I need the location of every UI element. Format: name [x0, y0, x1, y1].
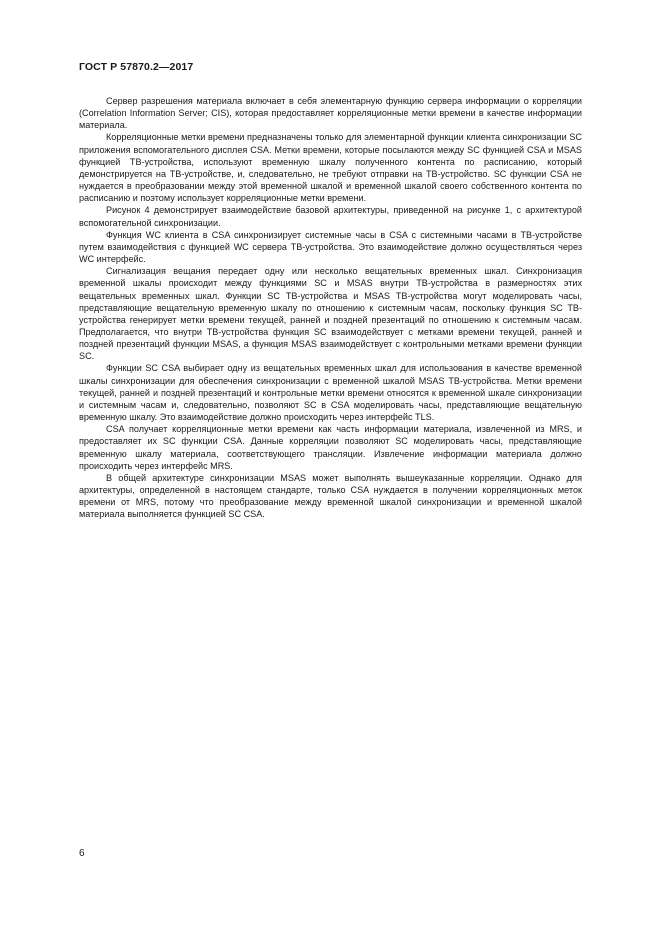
paragraph: Функции SC CSA выбирает одну из вещательных временных шкал для использования в качестве временной шкалы синхронизации для обеспечения синхронизации с временной шкалой MSAS ТВ-устройства. Метки времени текущей, ранней и поздней презентаций и контрольные метки времени относятся к временной шкале синхронизации и системным часам и, следовательно, позволяют SC в CSA моделировать часы, представляющие вещательную временную шкалу. Это взаимодействие должно происходить через интерфейс TLS. [79, 363, 582, 423]
paragraph: Функция WC клиента в CSA синхронизирует системные часы в CSA с системными часами в ТВ-устройстве путем взаимодействия с функцией WC сервера ТВ-устройства. Это взаимодействие должно осуществляться через WC интерфейс. [79, 229, 582, 265]
paragraph: В общей архитектуре синхронизации MSAS может выполнять вышеуказанные корреляции. Однако для архитектуры, определенной в настоящем стандарте, только CSA нуждается в получении корреляционных меток времени от MRS, потому что преобразование между временной шкалой синхронизации и временной шкалой материала выполняется функцией SC CSA. [79, 472, 582, 520]
standard-header: ГОСТ Р 57870.2—2017 [79, 61, 194, 73]
paragraph: CSA получает корреляционные метки времени как часть информации материала, извлеченной из MRS, и предоставляет их SC функции CSA. Данные корреляции позволяют SC моделировать часы, представляющие временную шкалу материала, соответствующего трансляции. Извлечение информации материала должно происходить через интерфейс MRS. [79, 424, 582, 471]
page-number: 6 [79, 848, 85, 859]
document-body [79, 95, 582, 520]
paragraph: Рисунок 4 демонстрирует взаимодействие базовой архитектуры, приведенной на рисунке 1, с архитектурой вспомогательной синхронизации. [79, 205, 582, 228]
paragraph: Корреляционные метки времени предназначены только для элементарной функции клиента синхронизации SC приложения вспомогательного дисплея CSA. Метки времени, которые посылаются между SC функцией CSA и MSAS функцией ТВ-устройства, используют временную шкалу полученного контента по расписанию, который демонстрируется на ТВ-устройстве, и, следовательно, не требуют отправки на ТВ-устройство. SC функции CSA не нуждается в преобразовании между этой временной шкалой и временной шкалой своего собственного контента по расписанию и поэтому использует корреляционные метки времени. [79, 132, 582, 204]
paragraph: Сервер разрешения материала включает в себя элементарную функцию сервера информации о корреляции (Correlation Information Server; CIS), которая предоставляет корреляционные метки времени в качестве информации материала. [79, 96, 582, 131]
paragraph: Сигнализация вещания передает одну или несколько вещательных временных шкал. Синхронизация временной шкалы происходит между функциями SC и MSAS внутри ТВ-устройства в размерностях этих вещательных временных шкал. Функции SC ТВ-устройства и MSAS ТВ-устройства могут моделировать часы, представляющие вещательную временную шкалу по отношению к системным часам, поскольку функция SC ТВ-устройства генерирует метки времени текущей, ранней и поздней презентаций по отношению к системным часам. Предполагается, что внутри ТВ-устройства функция SC взаимодействует с метками времени текущей, ранней и поздней презентаций функции MSAS, а функция MSAS взаимодействует с контрольными метками времени функции SC. [79, 266, 582, 362]
